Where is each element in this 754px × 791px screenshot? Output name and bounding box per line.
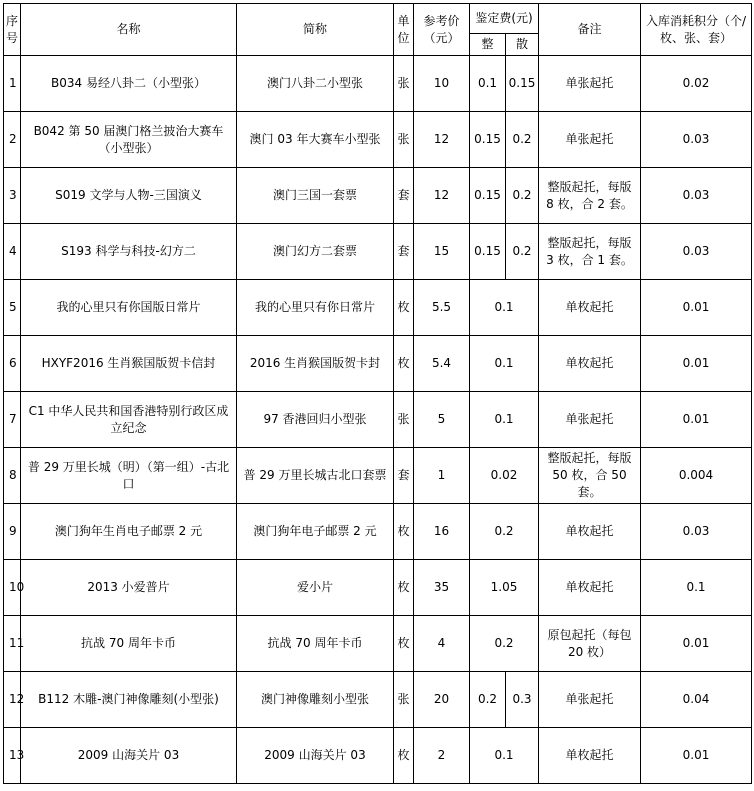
cell-short: 澳门三国一套票 xyxy=(237,168,394,224)
table-row xyxy=(4,448,752,504)
header-price: 参考价（元） xyxy=(414,4,470,56)
cell-name: B042 第 50 届澳门格兰披治大赛车（小型张） xyxy=(21,112,237,168)
header-points: 入库消耗积分（个/枚、张、套） xyxy=(641,4,752,56)
header-remark: 备注 xyxy=(539,4,641,56)
cell-fee: 0.2 xyxy=(470,504,539,560)
cell-unit: 张 xyxy=(394,56,414,112)
cell-remark: 单枚起托 xyxy=(539,560,641,616)
cell-unit: 枚 xyxy=(394,616,414,672)
cell-remark: 整版起托，每版 3 枚，合 1 套。 xyxy=(539,224,641,280)
cell-points: 0.1 xyxy=(641,560,752,616)
header-no: 序号 xyxy=(4,4,21,56)
cell-no: 5 xyxy=(4,280,21,336)
cell-name: HXYF2016 生肖猴国版贺卡信封 xyxy=(21,336,237,392)
cell-price: 5.5 xyxy=(414,280,470,336)
cell-points: 0.004 xyxy=(641,448,752,504)
cell-points: 0.03 xyxy=(641,112,752,168)
cell-fee-loose: 0.2 xyxy=(506,112,539,168)
cell-fee: 0.1 xyxy=(470,392,539,448)
cell-no: 10 xyxy=(4,560,21,616)
cell-short: 澳门 03 年大赛车小型张 xyxy=(237,112,394,168)
cell-price: 12 xyxy=(414,112,470,168)
cell-price: 12 xyxy=(414,168,470,224)
cell-remark: 单枚起托 xyxy=(539,336,641,392)
cell-name: 2013 小爱普片 xyxy=(21,560,237,616)
table-row xyxy=(4,392,752,448)
cell-short: 澳门神像雕刻小型张 xyxy=(237,672,394,728)
cell-points: 0.01 xyxy=(641,280,752,336)
cell-price: 2 xyxy=(414,728,470,784)
cell-short: 普 29 万里长城古北口套票 xyxy=(237,448,394,504)
cell-price: 5 xyxy=(414,392,470,448)
cell-no: 3 xyxy=(4,168,21,224)
cell-name: B034 易经八卦二（小型张） xyxy=(21,56,237,112)
header-short: 简称 xyxy=(237,4,394,56)
header-fee-whole: 整 xyxy=(470,34,506,56)
header-name: 名称 xyxy=(21,4,237,56)
cell-price: 16 xyxy=(414,504,470,560)
cell-name: 抗战 70 周年卡币 xyxy=(21,616,237,672)
table-row xyxy=(4,56,752,112)
cell-no: 12 xyxy=(4,672,21,728)
cell-short: 2009 山海关片 03 xyxy=(237,728,394,784)
cell-fee-loose: 0.2 xyxy=(506,168,539,224)
cell-fee-whole: 0.15 xyxy=(470,112,506,168)
cell-remark: 单张起托 xyxy=(539,56,641,112)
cell-short: 澳门八卦二小型张 xyxy=(237,56,394,112)
cell-points: 0.02 xyxy=(641,56,752,112)
cell-points: 0.03 xyxy=(641,224,752,280)
cell-name: 我的心里只有你国版日常片 xyxy=(21,280,237,336)
cell-name: 普 29 万里长城（明）（第一组）-古北口 xyxy=(21,448,237,504)
header-row xyxy=(4,4,752,34)
cell-unit: 套 xyxy=(394,168,414,224)
header-fee-loose: 散 xyxy=(506,34,539,56)
cell-remark: 原包起托（每包 20 枚） xyxy=(539,616,641,672)
cell-no: 1 xyxy=(4,56,21,112)
cell-price: 1 xyxy=(414,448,470,504)
cell-price: 5.4 xyxy=(414,336,470,392)
table-row xyxy=(4,504,752,560)
cell-short: 澳门幻方二套票 xyxy=(237,224,394,280)
table-row xyxy=(4,336,752,392)
cell-name: 2009 山海关片 03 xyxy=(21,728,237,784)
cell-fee-whole: 0.1 xyxy=(470,56,506,112)
cell-no: 6 xyxy=(4,336,21,392)
cell-unit: 套 xyxy=(394,224,414,280)
table-row xyxy=(4,616,752,672)
table-row xyxy=(4,728,752,784)
cell-price: 15 xyxy=(414,224,470,280)
cell-fee-whole: 0.2 xyxy=(470,672,506,728)
header-fee: 鉴定费(元) xyxy=(470,4,539,34)
cell-fee: 0.2 xyxy=(470,616,539,672)
cell-name: S193 科学与科技-幻方二 xyxy=(21,224,237,280)
table-row xyxy=(4,224,752,280)
cell-remark: 单枚起托 xyxy=(539,728,641,784)
cell-points: 0.01 xyxy=(641,336,752,392)
cell-remark: 单张起托 xyxy=(539,672,641,728)
cell-no: 2 xyxy=(4,112,21,168)
cell-no: 13 xyxy=(4,728,21,784)
cell-no: 8 xyxy=(4,448,21,504)
cell-price: 20 xyxy=(414,672,470,728)
cell-fee: 0.02 xyxy=(470,448,539,504)
cell-points: 0.01 xyxy=(641,616,752,672)
cell-unit: 张 xyxy=(394,672,414,728)
cell-fee: 1.05 xyxy=(470,560,539,616)
table-row xyxy=(4,168,752,224)
cell-remark: 单张起托 xyxy=(539,112,641,168)
cell-unit: 枚 xyxy=(394,504,414,560)
cell-price: 4 xyxy=(414,616,470,672)
cell-no: 9 xyxy=(4,504,21,560)
header-unit: 单位 xyxy=(394,4,414,56)
table-row xyxy=(4,672,752,728)
cell-short: 爱小片 xyxy=(237,560,394,616)
cell-short: 抗战 70 周年卡币 xyxy=(237,616,394,672)
cell-fee: 0.1 xyxy=(470,280,539,336)
cell-unit: 枚 xyxy=(394,560,414,616)
cell-points: 0.01 xyxy=(641,392,752,448)
cell-no: 11 xyxy=(4,616,21,672)
cell-unit: 张 xyxy=(394,392,414,448)
cell-price: 10 xyxy=(414,56,470,112)
cell-name: 澳门狗年生肖电子邮票 2 元 xyxy=(21,504,237,560)
cell-remark: 整版起托，每版 50 枚，合 50 套。 xyxy=(539,448,641,504)
cell-unit: 枚 xyxy=(394,728,414,784)
cell-unit: 枚 xyxy=(394,280,414,336)
cell-fee: 0.1 xyxy=(470,728,539,784)
cell-unit: 枚 xyxy=(394,336,414,392)
cell-no: 4 xyxy=(4,224,21,280)
cell-short: 97 香港回归小型张 xyxy=(237,392,394,448)
cell-name: S019 文学与人物-三国演义 xyxy=(21,168,237,224)
cell-remark: 单枚起托 xyxy=(539,504,641,560)
table-row xyxy=(4,112,752,168)
stamp-table xyxy=(3,3,752,784)
cell-remark: 单张起托 xyxy=(539,392,641,448)
cell-no: 7 xyxy=(4,392,21,448)
cell-points: 0.03 xyxy=(641,168,752,224)
cell-points: 0.04 xyxy=(641,672,752,728)
cell-fee-loose: 0.3 xyxy=(506,672,539,728)
cell-fee-whole: 0.15 xyxy=(470,168,506,224)
cell-short: 澳门狗年电子邮票 2 元 xyxy=(237,504,394,560)
table-row xyxy=(4,560,752,616)
cell-remark: 整版起托，每版 8 枚，合 2 套。 xyxy=(539,168,641,224)
cell-price: 35 xyxy=(414,560,470,616)
cell-short: 我的心里只有你日常片 xyxy=(237,280,394,336)
cell-fee-loose: 0.15 xyxy=(506,56,539,112)
cell-fee-loose: 0.2 xyxy=(506,224,539,280)
cell-fee-whole: 0.15 xyxy=(470,224,506,280)
cell-name: B112 木雕-澳门神像雕刻(小型张) xyxy=(21,672,237,728)
cell-remark: 单枚起托 xyxy=(539,280,641,336)
cell-short: 2016 生肖猴国版贺卡封 xyxy=(237,336,394,392)
cell-unit: 张 xyxy=(394,112,414,168)
cell-points: 0.03 xyxy=(641,504,752,560)
cell-points: 0.01 xyxy=(641,728,752,784)
cell-fee: 0.1 xyxy=(470,336,539,392)
cell-name: C1 中华人民共和国香港特别行政区成立纪念 xyxy=(21,392,237,448)
table-row xyxy=(4,280,752,336)
cell-unit: 套 xyxy=(394,448,414,504)
